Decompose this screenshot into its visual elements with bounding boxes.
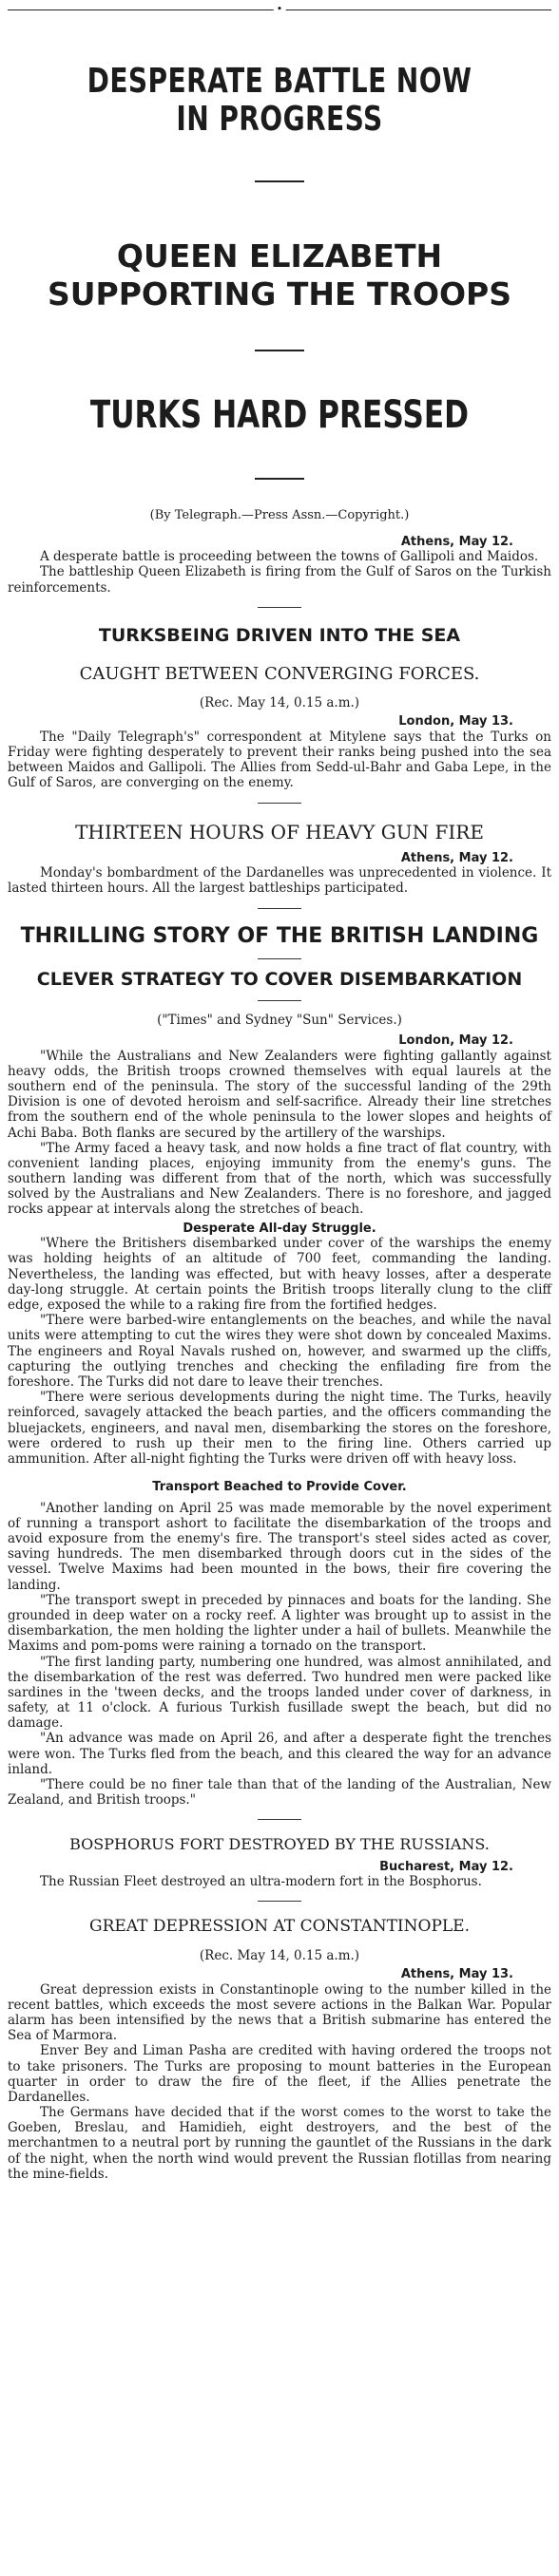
top-rule <box>8 4 551 15</box>
paragraph: Monday's bombardment of the Dardanelles was unprecedented in violence. It lasted thirteen hours. All the largest battleships participated. <box>8 865 551 897</box>
dateline: London, May 12. <box>398 1033 513 1049</box>
section-divider <box>258 1000 301 1001</box>
top-ornament: • <box>274 4 286 15</box>
second-headline: QUEEN ELIZABETH SUPPORTING THE TROOPS <box>47 237 512 313</box>
dateline: Athens, May 12. <box>400 534 513 549</box>
main-headline: DESPERATE BATTLE NOW IN PROGRESS <box>87 62 472 139</box>
section-divider <box>258 958 301 959</box>
section-heading: BOSPHORUS FORT DESTROYED BY THE RUSSIANS. <box>69 1835 490 1854</box>
paragraph: The battleship Queen Elizabeth is firing from the Gulf of Saros on the Turkish reinforcements. <box>8 564 551 596</box>
subhead-transport: Transport Beached to Provide Cover. <box>152 1480 407 1495</box>
paragraph: The Germans have decided that if the worst comes to the worst to take the Goeben, Breslau, and Hamidieh, eight destroyers, and the best of the merchantmen to a neutral port by running the gauntlet of the Russians in the dark of the night, when the north wind would prevent the Russian flotillas from nearing the mine-fields. <box>8 2105 551 2182</box>
section-divider <box>258 1819 301 1820</box>
received-note: (Rec. May 14, 0.15 a.m.) <box>199 1947 360 1963</box>
third-headline: TURKS HARD PRESSED <box>89 393 470 437</box>
subhead-struggle: Desperate All-day Struggle. <box>183 1221 376 1236</box>
paragraph: "The Army faced a heavy task, and now holds a fine tract of flat country, with convenient landing places, enjoying immunity from the enemy's guns. The southern landing was different from that of the north, which was successfully solved by the Australians and New Zealanders. There is no foreshore, and jagged rocks appear at intervals along the stretches of beach. <box>8 1140 551 1218</box>
paragraph: The Russian Fleet destroyed an ultra-modern fort in the Bosphorus. <box>40 1874 482 1890</box>
dateline: Athens, May 13. <box>400 1966 513 1981</box>
paragraph: "There were barbed-wire entanglements on the beaches, and while the naval units were attempting to cut the wires they were shot down by concealed Maxims. The engineers and Royal Navals rushed on, however, and swarmed up the cliffs, capturing the outlying trenches and checking the enfilading fire from the foreshore. The Turks did not dare to leave their trenches. <box>8 1313 551 1390</box>
paragraph: "While the Australians and New Zealanders were fighting gallantly against heavy odds, the British troops crowned themselves with equal laurels at the southern end of the peninsula. The story of the successful landing of the 29th Division is one of devoted heroism and self-sacrifice. Already their line stretches from the southern end of the whole peninsula to the lower slopes and heights of Achi Baba. Both flanks are secured by the artillery of the warships. <box>8 1048 551 1141</box>
section-divider <box>258 803 301 804</box>
section-divider <box>258 908 301 909</box>
dateline: Athens, May 12. <box>400 850 513 865</box>
paragraph: Great depression exists in Constantinople owing to the number killed in the recent battles, which exceeds the most severe actions in the Balkan War. Popular alarm has been intensified by the news that a British submarine has entered the Sea of Marmora. <box>8 1981 551 2044</box>
dateline: Bucharest, May 12. <box>379 1859 513 1874</box>
section-subheading: CLEVER STRATEGY TO COVER DISEMBARKATION <box>36 969 523 991</box>
received-note: (Rec. May 14, 0.15 a.m.) <box>199 695 360 711</box>
paragraph: The "Daily Telegraph's" correspondent at Mitylene says that the Turks on Friday were fighting desperately to prevent their ranks being pushed into the sea between Maidos and Gallipoli. The Allies from Sedd-ul-Bahr and Gaba Lepe, in the Gulf of Saros, are converging on the enemy. <box>8 729 551 791</box>
section-subheading: CAUGHT BETWEEN CONVERGING FORCES. <box>79 663 480 684</box>
paragraph: A desperate battle is proceeding between the towns of Gallipoli and Maidos. <box>40 549 539 565</box>
section-gun-fire <box>8 821 551 897</box>
paragraph: "An advance was made on April 26, and after a desperate fight the trenches were won. The Turks fled from the beach, and this cleared the way for an advance inland. <box>8 1731 551 1777</box>
section-heading: THRILLING STORY OF THE BRITISH LANDING <box>20 923 539 948</box>
paragraph: "Where the Britishers disembarked under cover of the warships the enemy was holding heights of an altitude of 700 feet, commanding the landing. Nevertheless, the landing was effected, but with heavy losses, after a desperate day-long struggle. At certain points the British troops literally clung to the cliff edge, exposed the while to a raking fire from the fortified hedges. <box>8 1236 551 1314</box>
paragraph: "The transport swept in preceded by pinnaces and boats for the landing. She grounded in deep water on a rocky reef. A lighter was brought up to assist in the disembarkation, the men holding the lighter under a hail of bullets. Meanwhile the Maxims and pom-poms were raining a tornado on the transport. <box>8 1592 551 1655</box>
section-british-landing <box>8 924 551 1809</box>
headline-divider <box>255 350 304 351</box>
dispatch-athens <box>8 535 551 596</box>
dateline: London, May 13. <box>398 714 513 729</box>
section-turks-driven <box>8 625 551 791</box>
services-note: ("Times" and Sydney "Sun" Services.) <box>157 1012 402 1028</box>
section-divider <box>258 607 301 608</box>
section-divider <box>258 1901 301 1902</box>
paragraph: "The first landing party, numbering one hundred, was almost annihilated, and the disembarkation of the rest was deferred. Two hundred men were packed like sardines in the 'tween decks, and the troops landed under cover of darkness, in safety, at 11 o'clock. A furious Turkish fusillade swept the beach, but did no damage. <box>8 1654 551 1732</box>
byline: (By Telegraph.—Press Assn.—Copyright.) <box>149 508 410 522</box>
paragraph: "Another landing on April 25 was made memorable by the novel experiment of running a transport ashort to facilitate the disembarkation of the troops and avoid exposure from the enemy's fire. The transport's steel sides acted as cover, saving hundreds. The men disembarked through doors cut in the sides of the vessel. Twelve Maxims had been mounted in the bows, their fire covering the landing. <box>8 1500 551 1593</box>
headline-divider <box>255 180 304 182</box>
section-heading: THIRTEEN HOURS OF HEAVY GUN FIRE <box>75 820 484 843</box>
paragraph: "There could be no finer tale than that of the landing of the Australian, New Zealand, and British troops." <box>8 1777 551 1809</box>
section-bosphorus <box>8 1835 551 1889</box>
paragraph: Enver Bey and Liman Pasha are credited with having ordered the troops not to take prisoners. The Turks are proposing to mount batteries in the European quarter in order to draw the fire of the fleet, if the Allies penetrate the Dardanelles. <box>8 2043 551 2105</box>
section-constantinople <box>8 1917 551 2182</box>
paragraph: "There were serious developments during the night time. The Turks, heavily reinforced, savagely attacked the beach parties, and the officers commanding the bluejackets, engineers, and naval men, disembarking the stores on the foreshore, were ordered to rush up their men to the firing line. Others carried up ammunition. After all-night fighting the Turks were driven off with heavy loss. <box>8 1390 551 1467</box>
section-heading: GREAT DEPRESSION AT CONSTANTINOPLE. <box>88 1917 470 1937</box>
headline-divider <box>255 478 304 480</box>
section-heading: TURKSBEING DRIVEN INTO THE SEA <box>98 624 461 646</box>
